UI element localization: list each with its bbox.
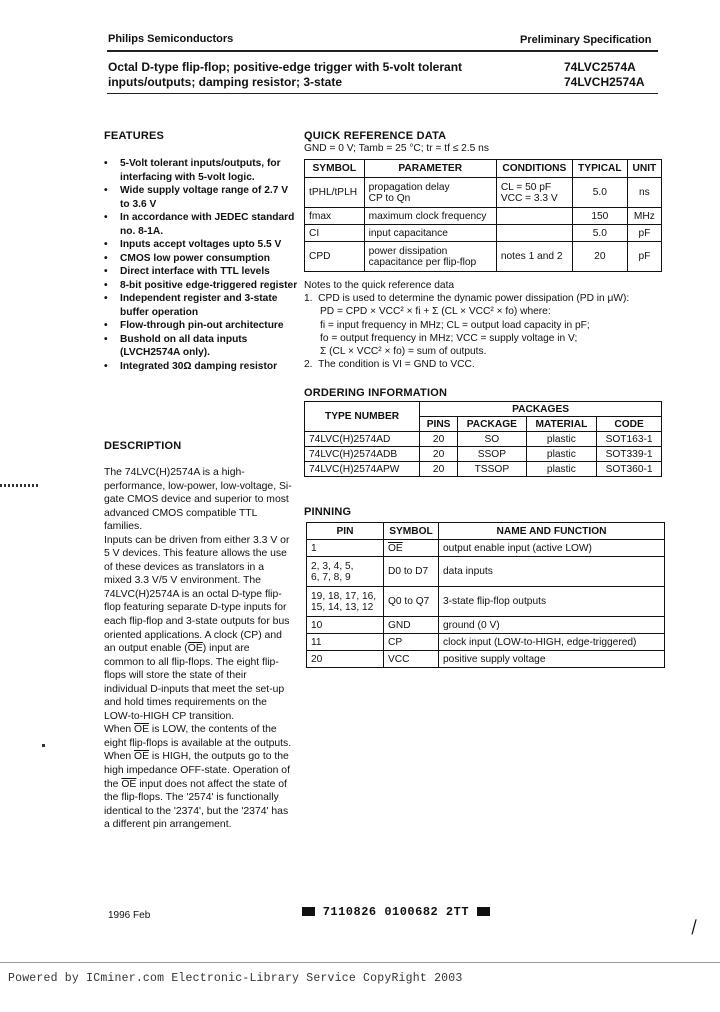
feature-item: • Wide supply voltage range of 2.7 V to 3.6 V — [102, 184, 300, 211]
ordering-col-material: MATERIAL — [526, 417, 597, 432]
ordering-material: plastic — [526, 447, 597, 462]
ordering-col-packages: PACKAGES — [420, 402, 662, 417]
note-2: 2. The condition is VI = GND to VCC. — [304, 359, 475, 371]
qrd-col-symbol: SYMBOL — [305, 160, 365, 178]
qrd-symbol: tPHL/tPLH — [305, 178, 365, 208]
pin-number: 2, 3, 4, 5, 6, 7, 8, 9 — [307, 557, 384, 587]
qrd-typical: 5.0 — [572, 225, 627, 242]
description-para-2: Inputs can be driven from either 3.3 V or 5 V devices. This feature allows the use of these devices as translators in a mixed 3.3 V/5 V environment. The 74LVC(H)2574A is an octal D-type flip-flop featuring separate D-type inputs for each flip-flop and 3-state outputs for bus oriented applications. A clock (CP) and an output enable $(\overline{OE})$ input are common to all flip-flops. The eight flip-flops will store the state of their individual D-inputs that meet the set-up and hold times requirements on the LOW-to-HIGH CP transition. — [104, 534, 290, 722]
feature-item: • 5-Volt tolerant inputs/outputs, for interfacing with 5-volt logic. — [102, 157, 300, 184]
feature-item: • In accordance with JEDEC standard no. 8-1A. — [102, 211, 300, 238]
scan-speck — [42, 744, 45, 747]
notes-heading: Notes to the quick reference data — [304, 280, 455, 291]
table-row — [307, 634, 665, 651]
pin-number: 1 — [307, 540, 384, 557]
note-1-line-b: fo = output frequency in MHz; VCC = supply voltage in V; — [320, 332, 578, 344]
qrd-symbol: CI — [305, 225, 365, 242]
qrd-unit: MHz — [627, 208, 661, 225]
features-heading: FEATURES — [104, 130, 165, 142]
pin-symbol: Q0 to Q7 — [384, 587, 439, 617]
qrd-col-parameter: PARAMETER — [364, 160, 496, 178]
qrd-condition — [496, 208, 572, 225]
qrd-notes — [304, 279, 664, 371]
note-1-line-a: fi = input frequency in MHz; CL = output load capacity in pF; — [320, 319, 590, 331]
title-rule — [107, 93, 658, 94]
description-heading: DESCRIPTION — [104, 440, 182, 452]
note-1-line-c: Σ (CL × VCC² × fo) = sum of outputs. — [320, 346, 487, 358]
table-row — [305, 225, 662, 242]
barcode-code: 7110826 0100682 2TT — [302, 905, 490, 919]
qrd-typical: 150 — [572, 208, 627, 225]
qrd-conditions: GND = 0 V; Tamb = 25 °C; tr = tf ≤ 2.5 ns — [304, 143, 489, 154]
powered-by: Powered by ICminer.com Electronic-Library Service CopyRight 2003 — [8, 972, 463, 985]
description-para-1: The 74LVC(H)2574A is a high-performance, low-power, low-voltage, Si-gate CMOS device and superior to most advanced CMOS compatible TTL families. — [104, 467, 292, 533]
table-row — [307, 557, 665, 587]
qrd-parameter: input capacitance — [364, 225, 496, 242]
pinning-heading: PINNING — [304, 506, 352, 518]
table-row — [307, 540, 665, 557]
ordering-package: SO — [458, 432, 527, 447]
ordering-code: SOT339-1 — [597, 447, 662, 462]
pin-function: output enable input (active LOW) — [439, 540, 665, 557]
feature-item: • Flow-through pin-out architecture — [102, 319, 300, 333]
note-1: 1. CPD is used to determine the dynamic power dissipation (PD in μW): — [304, 293, 630, 305]
feature-item: • Integrated 30Ω damping resistor — [102, 360, 300, 374]
qrd-heading: QUICK REFERENCE DATA — [304, 130, 447, 142]
ordering-col-type: TYPE NUMBER — [305, 402, 420, 432]
qrd-unit: ns — [627, 178, 661, 208]
pin-symbol: GND — [384, 617, 439, 634]
description-body — [104, 466, 292, 832]
qrd-col-conditions: CONDITIONS — [496, 160, 572, 178]
ordering-col-package: PACKAGE — [458, 417, 527, 432]
header-rule — [107, 50, 658, 52]
scan-artifact — [0, 484, 40, 487]
table-row — [307, 587, 665, 617]
ordering-table — [304, 401, 662, 477]
feature-item: • Bushold on all data inputs (LVCH2574A only). — [102, 333, 300, 360]
pin-function: 3-state flip-flop outputs — [439, 587, 665, 617]
qrd-typical: 5.0 — [572, 178, 627, 208]
ordering-pins: 20 — [420, 447, 458, 462]
note-1-equation: PD = CPD × VCC² × fi + Σ (CL × VCC² × fo) where: — [320, 306, 551, 318]
pinning-table — [306, 522, 665, 668]
qrd-unit: pF — [627, 242, 661, 272]
ordering-type: 74LVC(H)2574ADB — [305, 447, 420, 462]
ordering-type: 74LVC(H)2574AD — [305, 432, 420, 447]
pin-symbol: $\overline{OE}$ — [384, 540, 439, 557]
table-row — [305, 447, 662, 462]
doc-title-line1: Octal D-type flip-flop; positive-edge trigger with 5-volt tolerant — [108, 60, 463, 74]
feature-item: • 8-bit positive edge-triggered register — [102, 279, 300, 293]
document-date: 1996 Feb — [108, 910, 151, 921]
table-row — [307, 651, 665, 668]
barcode-block-icon — [477, 907, 490, 916]
ordering-pins: 20 — [420, 432, 458, 447]
pin-number: 19, 18, 17, 16, 15, 14, 13, 12 — [307, 587, 384, 617]
qrd-condition: notes 1 and 2 — [496, 242, 572, 272]
barcode-block-icon — [302, 907, 315, 916]
table-row — [305, 432, 662, 447]
qrd-col-unit: UNIT — [627, 160, 661, 178]
part-number-1: 74LVC2574A — [564, 60, 636, 74]
pin-number: 11 — [307, 634, 384, 651]
pinning-col-pin: PIN — [307, 523, 384, 540]
table-row — [305, 208, 662, 225]
ordering-code: SOT360-1 — [597, 462, 662, 477]
pinning-col-symbol: SYMBOL — [384, 523, 439, 540]
ordering-material: plastic — [526, 432, 597, 447]
pin-function: positive supply voltage — [439, 651, 665, 668]
description-para-3: When $\overline{OE}$ is LOW, the contents of the eight flip-flops is available at the outputs. When $\overline{OE}$ is HIGH, the outputs go to the high impedance OFF-state. Operation of the $\overline{OE}$ input does not affect the state of the flip-flops. The '2574' is functionally identical to the '2374', but the '2374' has a different pin arrangement. — [104, 724, 292, 831]
qrd-typical: 20 — [572, 242, 627, 272]
ordering-col-code: CODE — [597, 417, 662, 432]
ordering-code: SOT163-1 — [597, 432, 662, 447]
qrd-parameter: maximum clock frequency — [364, 208, 496, 225]
qrd-symbol: CPD — [305, 242, 365, 272]
table-row — [305, 242, 662, 272]
qrd-unit: pF — [627, 225, 661, 242]
ordering-package: TSSOP — [458, 462, 527, 477]
footer-rule — [0, 962, 720, 963]
table-row — [307, 617, 665, 634]
qrd-parameter: propagation delay CP to Qn — [364, 178, 496, 208]
pinning-col-function: NAME AND FUNCTION — [439, 523, 665, 540]
qrd-condition — [496, 225, 572, 242]
table-row — [305, 178, 662, 208]
pin-symbol: CP — [384, 634, 439, 651]
ordering-col-pins: PINS — [420, 417, 458, 432]
ordering-package: SSOP — [458, 447, 527, 462]
ordering-material: plastic — [526, 462, 597, 477]
slash-mark: | — [689, 918, 699, 935]
qrd-col-typical: TYPICAL — [572, 160, 627, 178]
feature-item: • Independent register and 3-state buffer operation — [102, 292, 300, 319]
features-list — [102, 157, 300, 373]
qrd-condition: CL = 50 pF VCC = 3.3 V — [496, 178, 572, 208]
feature-item: • Direct interface with TTL levels — [102, 265, 300, 279]
ordering-heading: ORDERING INFORMATION — [304, 387, 448, 399]
pin-number: 10 — [307, 617, 384, 634]
pin-symbol: D0 to D7 — [384, 557, 439, 587]
pin-number: 20 — [307, 651, 384, 668]
qrd-table — [304, 159, 662, 272]
doc-title-line2: inputs/outputs; damping resistor; 3-state — [108, 75, 343, 89]
part-number-2: 74LVCH2574A — [564, 75, 645, 89]
company-name: Philips Semiconductors — [108, 33, 234, 45]
pin-function: data inputs — [439, 557, 665, 587]
ordering-pins: 20 — [420, 462, 458, 477]
pin-function: clock input (LOW-to-HIGH, edge-triggered) — [439, 634, 665, 651]
feature-item: • CMOS low power consumption — [102, 252, 300, 266]
document-status: Preliminary Specification — [520, 34, 652, 46]
table-row — [305, 462, 662, 477]
qrd-symbol: fmax — [305, 208, 365, 225]
ordering-type: 74LVC(H)2574APW — [305, 462, 420, 477]
pin-symbol: VCC — [384, 651, 439, 668]
pin-function: ground (0 V) — [439, 617, 665, 634]
feature-item: • Inputs accept voltages upto 5.5 V — [102, 238, 300, 252]
qrd-parameter: power dissipation capacitance per flip-flop — [364, 242, 496, 272]
